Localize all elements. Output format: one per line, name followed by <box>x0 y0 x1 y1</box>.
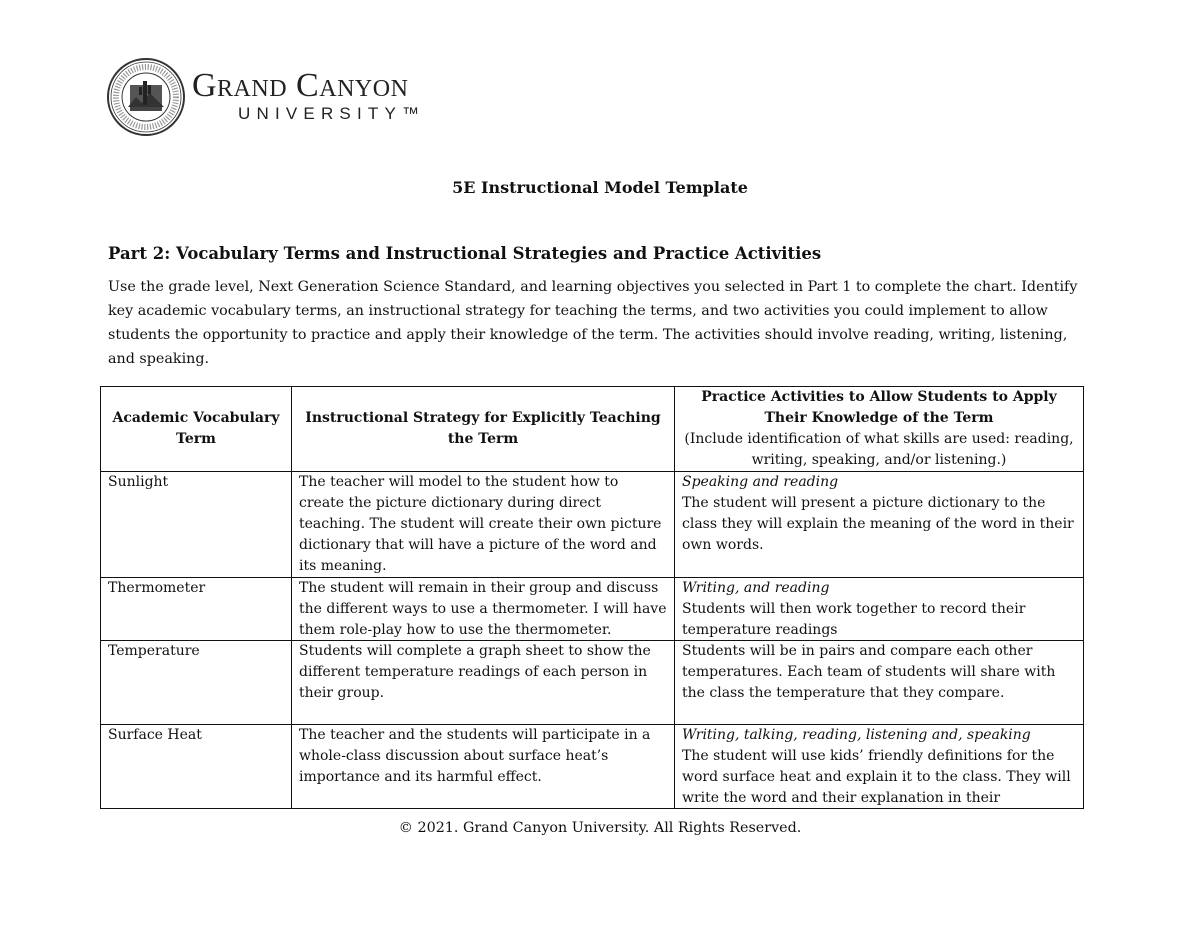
university-seal-icon <box>106 57 186 137</box>
table-row <box>101 472 1084 578</box>
activity-text: The student will use kids’ friendly definitions for the word surface heat and explain it to the class. They will write the word and their explanation in their <box>682 748 1071 806</box>
skills-label: Writing, and reading <box>682 580 830 596</box>
term-cell: Temperature <box>101 641 292 725</box>
copyright-footer: © 2021. Grand Canyon University. All Rights Reserved. <box>398 820 802 836</box>
activity-text: Students will then work together to record their temperature readings <box>682 601 1026 638</box>
document-title: 5E Instructional Model Template <box>452 178 748 197</box>
header-practice <box>675 387 1084 472</box>
part-heading: Part 2: Vocabulary Terms and Instructional Strategies and Practice Activities <box>108 244 822 263</box>
table-row <box>101 578 1084 641</box>
wordmark-line2: UNIVERSITY™ <box>238 104 426 123</box>
practice-cell: Students will be in pairs and compare each other temperatures. Each team of students will share with the class the temperature that they compare. <box>675 641 1084 725</box>
university-logo <box>106 57 425 137</box>
vocabulary-table <box>100 386 1084 809</box>
skills-label: Writing, talking, reading, listening and, speaking <box>682 727 1031 743</box>
term-cell: Thermometer <box>101 578 292 641</box>
university-wordmark <box>192 69 425 125</box>
table-row <box>101 641 1084 725</box>
activity-text: The student will present a picture dictionary to the class they will explain the meaning of the word in their own words. <box>682 495 1074 553</box>
practice-cell <box>675 725 1084 809</box>
strategy-cell: The student will remain in their group and discuss the different ways to use a thermometer. I will have them role-play how to use the thermometer. <box>292 578 675 641</box>
header-term: Academic Vocabulary Term <box>101 387 292 472</box>
practice-cell <box>675 578 1084 641</box>
strategy-cell: The teacher and the students will participate in a whole-class discussion about surface heat’s importance and its harmful effect. <box>292 725 675 809</box>
term-cell: Sunlight <box>101 472 292 578</box>
header-practice-note: (Include identification of what skills are used: reading, writing, speaking, and/or listening.) <box>684 431 1074 468</box>
header-strategy: Instructional Strategy for Explicitly Teaching the Term <box>292 387 675 472</box>
table-header-row <box>101 387 1084 472</box>
strategy-cell: Students will complete a graph sheet to show the different temperature readings of each person in their group. <box>292 641 675 725</box>
instructions-paragraph: Use the grade level, Next Generation Science Standard, and learning objectives you selected in Part 1 to complete the chart. Identify key academic vocabulary terms, an instructional strategy for teaching the terms, and two activities you could implement to allow students the opportunity to practice and apply their knowledge of the term. The activities should involve reading, writing, listening, and speaking. <box>108 279 1078 367</box>
term-cell: Surface Heat <box>101 725 292 809</box>
strategy-cell: The teacher will model to the student how to create the picture dictionary during direct teaching. The student will create their own picture dictionary that will have a picture of the word and its meaning. <box>292 472 675 578</box>
table-row <box>101 725 1084 809</box>
practice-cell <box>675 472 1084 578</box>
wordmark-line1: Grand Canyon <box>192 67 409 104</box>
skills-label: Speaking and reading <box>682 474 839 490</box>
header-practice-title: Practice Activities to Allow Students to Apply Their Knowledge of the Term <box>701 389 1057 426</box>
